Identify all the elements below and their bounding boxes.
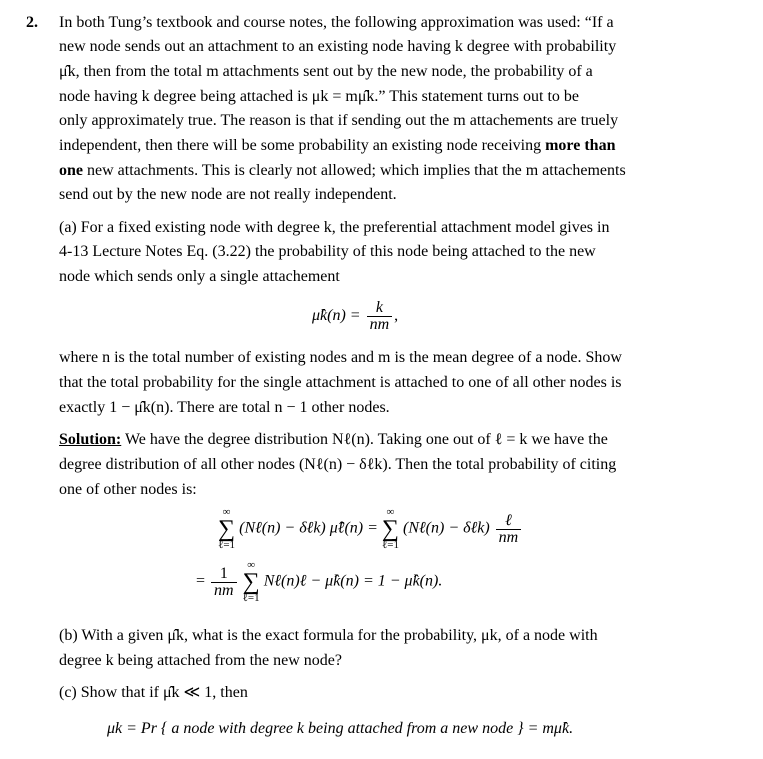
- part-c-equation-text: μk = Pr { a node with degree k being attached from a new node } = mμ̂k.: [107, 720, 574, 737]
- part-a-line-4: where n is the total number of existing nodes and m is the mean degree of a node. Show: [59, 349, 622, 366]
- part-b-line-2: degree k being attached from the new node?: [59, 652, 342, 669]
- sum-symbol-1: ∞ ∑ ℓ=1: [218, 506, 236, 551]
- row-1-frac-den: nm: [496, 529, 522, 546]
- part-c-line-1: (c) Show that if μ̂k ≪ 1, then: [59, 684, 248, 701]
- row-2-equals: =: [196, 572, 206, 590]
- part-a-line-2: 4-13 Lecture Notes Eq. (3.22) the probability of this node being attached to the new: [59, 243, 596, 260]
- equation-a-fraction: [367, 300, 393, 333]
- solution-equation-row-1: [218, 507, 523, 551]
- equation-a-tail: ,: [394, 307, 399, 325]
- sum-2-bottom: ℓ=1: [381, 539, 399, 551]
- intro-line-7: [59, 159, 699, 184]
- intro-emphasis-1: more than: [545, 137, 616, 154]
- part-a-line-6: exactly 1 − μ̂k(n). There are total n − 1 other nodes.: [59, 399, 390, 416]
- equation-a-lhs: μ̂k(n) =: [312, 307, 361, 325]
- sum-2-top: ∞: [386, 506, 395, 518]
- intro-line-6a: independent, then there will be some probability an existing node receiving: [59, 137, 542, 154]
- row-2-frac-num: 1: [219, 564, 228, 582]
- part-a-line-3: node which sends only a single attachement: [59, 268, 340, 285]
- intro-line-8: send out by the new node are not really independent.: [59, 186, 397, 203]
- part-a-line-5: that the total probability for the single attachment is attached to one of all other nodes is: [59, 374, 622, 391]
- solution-line-3: one of other nodes is:: [59, 481, 197, 498]
- intro-line-6: [59, 134, 699, 159]
- question-number: 2.: [26, 14, 38, 31]
- intro-line-4: node having k degree being attached is μk = mμ̂k.” This statement turns out to be: [59, 88, 579, 105]
- row-2-frac-den: nm: [211, 582, 237, 599]
- part-a-line-1: (a) For a fixed existing node with degree k, the preferential attachment model gives in: [59, 219, 610, 236]
- part-c-equation: [107, 719, 573, 739]
- intro-line-7b: new attachments. This is clearly not allowed; which implies that the m attachements: [83, 162, 626, 179]
- sum-1-bottom: ℓ=1: [218, 539, 236, 551]
- equation-a-numerator: k: [375, 299, 383, 316]
- solution-line-2: degree distribution of all other nodes (Nℓ(n) − δℓk). Then the total probability of citing: [59, 456, 617, 473]
- part-b-line-1: (b) With a given μ̂k, what is the exact formula for the probability, μk, of a node with: [59, 627, 598, 644]
- sum-3-top: ∞: [247, 559, 256, 571]
- solution-line-1-text: We have the degree distribution Nℓ(n). Taking one out of ℓ = k we have the: [121, 431, 608, 448]
- row-2-rest: Nℓ(n)ℓ − μ̂k(n) = 1 − μ̂k(n).: [263, 572, 443, 590]
- solution-equation-row-2: [196, 560, 442, 604]
- row-1-fraction: [496, 513, 522, 546]
- row-1-left: (Nℓ(n) − δℓk) μ̂ℓ(n) =: [239, 519, 378, 537]
- row-2-fraction: [211, 566, 237, 599]
- sum-1-top: ∞: [222, 506, 231, 518]
- intro-line-5: only approximately true. The reason is that if sending out the m attachements are truely: [59, 112, 619, 129]
- intro-line-1: In both Tung’s textbook and course notes, the following approximation was used: “If a: [59, 14, 614, 31]
- intro-line-2: new node sends out an attachment to an existing node having k degree with probability: [59, 38, 617, 55]
- row-1-right: (Nℓ(n) − δℓk): [403, 519, 490, 537]
- sum-symbol-2: ∞ ∑ ℓ=1: [381, 506, 400, 551]
- equation-a-denominator: nm: [367, 316, 393, 333]
- equation-a: [312, 300, 398, 333]
- solution-label: Solution:: [59, 431, 122, 448]
- sum-symbol-3: ∞ ∑ ℓ=1: [242, 559, 260, 604]
- solution-line-1: [59, 428, 699, 453]
- sum-3-bottom: ℓ=1: [242, 592, 260, 604]
- intro-emphasis-2: one: [59, 162, 83, 179]
- intro-line-3: μ̂k, then from the total m attachments sent out by the new node, the probability of a: [59, 63, 593, 80]
- row-1-frac-num: ℓ: [505, 511, 512, 529]
